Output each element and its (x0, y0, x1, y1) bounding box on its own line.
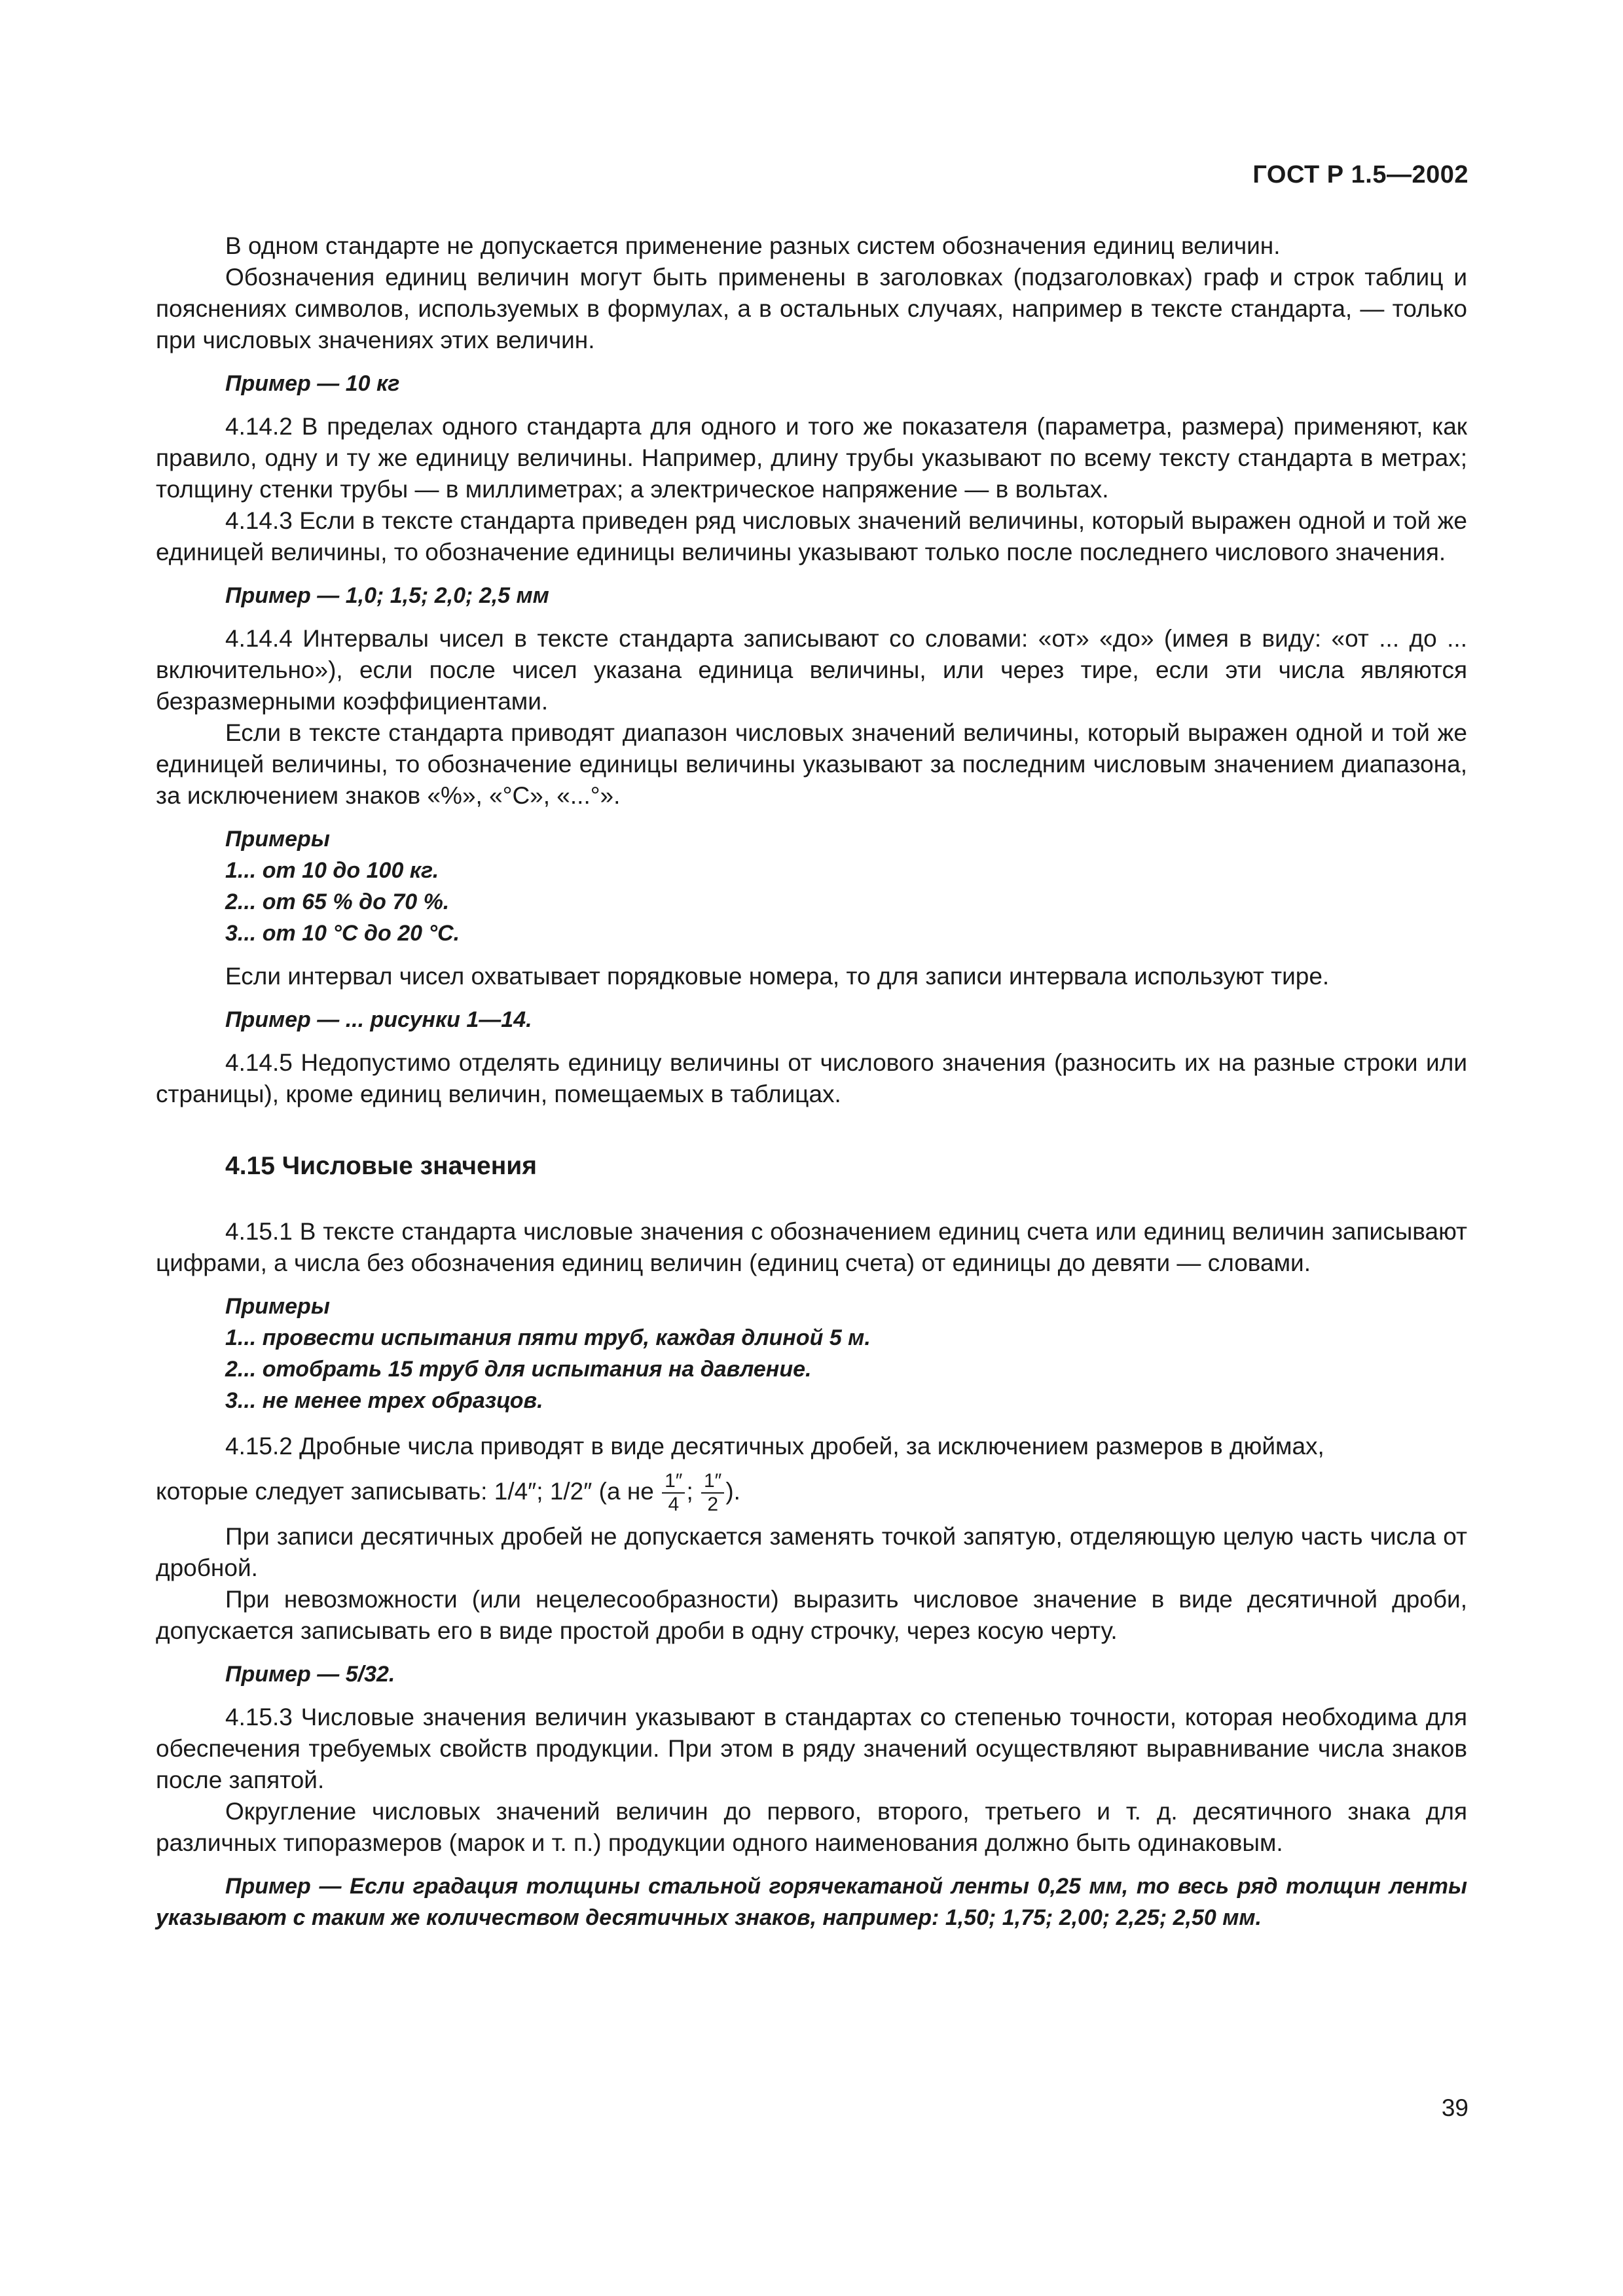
paragraph: При записи десятичных дробей не допускается заменять точкой запятую, отделяющую целую часть числа от дробной. (156, 1523, 1467, 1581)
examples-title: Примеры (225, 1294, 330, 1319)
body-text (156, 230, 1467, 1933)
paragraph-4-14-2: 4.14.2 В пределах одного стандарта для одного и того же показателя (параметра, размера) применяют, как правило, одну и ту же единицу величины. Например, длину трубы указывают по всему тексту стандарта в метрах; толщину стенки трубы — в миллиметрах; а электрическое напряжение — в вольтах. (156, 413, 1467, 503)
fraction-numerator: 1″ (662, 1470, 685, 1494)
example: Пример — 1,0; 1,5; 2,0; 2,5 мм (225, 583, 549, 608)
paragraph-4-14-3: 4.14.3 Если в тексте стандарта приведен ряд числовых значений величины, который выражен одной и той же единицей величины, то обозначение единицы величины указывают только после последнего числового значения. (156, 507, 1467, 565)
paragraph: Округление числовых значений величин до первого, второго, третьего и т. д. десятичного знака для различных типоразмеров (марок и т. п.) продукции одного наименования должно быть одинаковым. (156, 1798, 1467, 1856)
example-item: 1... провести испытания пяти труб, каждая длиной 5 м. (225, 1325, 871, 1350)
example-item: 2... от 65 % до 70 %. (225, 889, 450, 914)
example-item: 2... отобрать 15 труб для испытания на давление. (225, 1357, 812, 1382)
running-header: ГОСТ Р 1.5—2002 (1252, 161, 1468, 188)
example: Пример — ... рисунки 1—14. (225, 1007, 532, 1032)
paragraph-4-15-3: 4.15.3 Числовые значения величин указывают в стандартах со степенью точности, которая необходима для обеспечения требуемых свойств продукции. При этом в ряду значений осуществляют выравнивание числа знаков после запятой. (156, 1704, 1467, 1793)
fraction-denominator: 2 (707, 1494, 718, 1516)
page-number: 39 (1441, 2094, 1468, 2121)
paragraph: При невозможности (или нецелесообразности) выразить числовое значение в виде десятичной дроби, допускается записывать его в виде простой дроби в одну строчку, через косую черту. (156, 1586, 1467, 1644)
fraction-line-text: которые следует записывать: 1/4″; 1/2″ (а не (156, 1478, 654, 1505)
paragraph: В одном стандарте не допускается применение разных систем обозначения единиц величин. (225, 232, 1281, 259)
paragraph-4-14-5: 4.14.5 Недопустимо отделять единицу величины от числового значения (разносить их на разные строки или страницы), кроме единиц величин, помещаемых в таблицах. (156, 1049, 1467, 1107)
section-heading: 4.15 Числовые значения (225, 1152, 537, 1180)
fraction-one-quarter (662, 1470, 685, 1516)
example: Пример — Если градация толщины стальной горячекатаной ленты 0,25 мм, то весь ряд толщин ленты указывают с таким же количеством десятичных знаков, например: 1,50; 1,75; 2,00; 2,25; 2,50 мм. (156, 1874, 1467, 1930)
paragraph-4-15-1: 4.15.1 В тексте стандарта числовые значения с обозначением единиц счета или единиц величин записывают цифрами, а числа без обозначения единиц величин (единиц счета) от единицы до девяти — словами. (156, 1218, 1467, 1276)
example-item: 3... не менее трех образцов. (225, 1388, 543, 1413)
paragraph: Если в тексте стандарта приводят диапазон числовых значений величины, который выражен одной и той же единицей величины, то обозначение единицы величины указывают за последним числовым значением диапазона, за исключением знаков «%», «°С», «...°». (156, 719, 1467, 809)
example-item: 3... от 10 °С до 20 °С. (225, 921, 460, 946)
example: Пример — 10 кг (225, 371, 400, 396)
fraction-separator: ; (686, 1478, 693, 1505)
paragraph: Если интервал чисел охватывает порядковые номера, то для записи интервала используют тире. (225, 963, 1330, 990)
example: Пример — 5/32. (225, 1662, 395, 1687)
fraction-denominator: 4 (668, 1494, 680, 1516)
paragraph-fraction-line (156, 1462, 1467, 1521)
paragraph-4-14-4: 4.14.4 Интервалы чисел в тексте стандарта записывают со словами: «от» «до» (имея в виду: «от ... до ... включительно»), если после чисел указана единица величины, или через тире, если эти числа являются безразмерными коэффициентами. (156, 625, 1467, 715)
fraction-close: ). (725, 1478, 740, 1505)
paragraph: Обозначения единиц величин могут быть применены в заголовках (подзаголовках) граф и строк таблиц и пояснениях символов, используемых в формулах, а в остальных случаях, например в тексте стандарта, — только при числовых значениях этих величин. (156, 264, 1467, 353)
fraction-one-half (701, 1470, 724, 1516)
examples-title: Примеры (225, 827, 330, 852)
paragraph-4-15-2: 4.15.2 Дробные числа приводят в виде десятичных дробей, за исключением размеров в дюймах, (225, 1433, 1324, 1460)
fraction-numerator: 1″ (701, 1470, 724, 1494)
example-item: 1... от 10 до 100 кг. (225, 858, 439, 883)
